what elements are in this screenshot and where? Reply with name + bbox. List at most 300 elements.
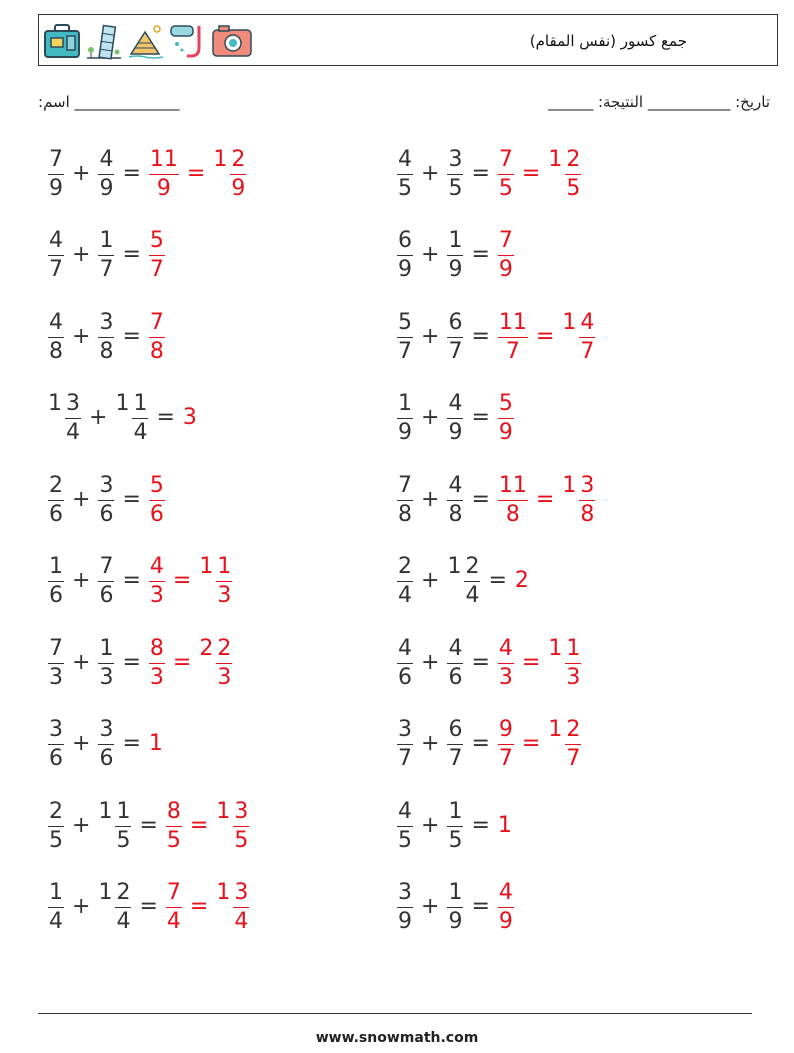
mixed-number <box>395 473 415 526</box>
denominator: 8 <box>580 501 595 527</box>
fraction <box>48 719 64 770</box>
whole-part: 1 <box>216 798 231 824</box>
whole-part: 1 <box>199 554 214 579</box>
mixed-number <box>445 636 465 689</box>
denominator: 9 <box>498 257 513 282</box>
denominator: 4 <box>166 909 181 934</box>
equals-sign: = <box>521 731 541 756</box>
numerator: 6 <box>397 230 413 256</box>
numerator: 8 <box>149 638 165 664</box>
fraction <box>397 146 413 201</box>
mixed-number <box>147 554 167 607</box>
equals-sign: = <box>122 731 141 756</box>
mixed-number <box>46 554 66 607</box>
denominator: 7 <box>398 746 412 771</box>
mixed-number <box>496 473 530 526</box>
fraction <box>115 798 131 853</box>
denominator: 5 <box>234 827 249 853</box>
numerator: 3 <box>233 882 249 908</box>
denominator: 8 <box>49 338 63 364</box>
whole-part: 2 <box>199 635 214 661</box>
numerator: 2 <box>115 882 131 908</box>
fraction <box>498 393 514 444</box>
plus-sign: + <box>72 731 91 756</box>
whole-part: 3 <box>182 405 197 430</box>
plus-sign: + <box>72 568 91 593</box>
denominator: 9 <box>398 420 412 445</box>
mixed-number <box>46 228 66 281</box>
denominator: 9 <box>448 257 463 282</box>
numerator: 7 <box>149 312 165 338</box>
denominator: 7 <box>398 338 412 364</box>
mixed-number <box>395 228 415 281</box>
equals-sign: = <box>122 649 141 675</box>
plus-sign: + <box>421 405 440 430</box>
fraction <box>115 882 131 933</box>
mixed-number <box>46 391 83 444</box>
equals-sign: = <box>156 405 175 430</box>
numerator: 4 <box>498 882 514 908</box>
fraction <box>48 309 64 364</box>
numerator: 1 <box>447 882 463 908</box>
fraction <box>216 556 232 607</box>
equals-sign: = <box>172 649 192 675</box>
mixed-number <box>147 473 167 526</box>
numerator: 7 <box>98 556 114 582</box>
date-score-field: ______ :تاريخ: ___________ النتيجة <box>548 93 770 111</box>
mixed-number <box>496 813 513 838</box>
plus-sign: + <box>72 242 91 267</box>
mixed-number <box>214 880 251 933</box>
numerator: 3 <box>65 393 81 419</box>
numerator: 6 <box>447 719 463 745</box>
plus-sign: + <box>421 486 440 512</box>
plus-sign: + <box>72 649 91 675</box>
denominator: 7 <box>448 338 463 364</box>
denominator: 6 <box>448 664 463 690</box>
plus-sign: + <box>421 731 440 756</box>
whole-part: 1 <box>548 635 563 661</box>
denominator: 9 <box>231 175 246 201</box>
numerator: 3 <box>447 149 463 175</box>
plus-sign: + <box>421 160 440 186</box>
fraction <box>166 798 182 853</box>
fraction <box>48 146 64 201</box>
mixed-number <box>445 310 465 363</box>
denominator: 7 <box>580 338 595 364</box>
denominator: 7 <box>448 746 463 771</box>
denominator: 4 <box>66 420 80 445</box>
fraction <box>397 309 413 364</box>
equals-sign: = <box>172 568 192 593</box>
problem-12 <box>395 551 530 611</box>
mixed-number <box>147 147 181 200</box>
denominator: 5 <box>498 175 513 201</box>
numerator: 1 <box>98 230 114 256</box>
problem-6 <box>395 306 597 366</box>
mixed-number <box>496 391 516 444</box>
denominator: 4 <box>49 909 63 934</box>
equals-sign: = <box>471 160 490 186</box>
mixed-number <box>395 147 415 200</box>
mixed-number <box>496 717 516 770</box>
denominator: 3 <box>217 583 232 608</box>
equals-sign: = <box>471 649 490 675</box>
numerator: 6 <box>447 312 463 338</box>
numerator: 11 <box>498 475 528 501</box>
whole-part: 1 <box>98 880 113 905</box>
mixed-number <box>445 228 465 281</box>
mixed-number <box>197 554 234 607</box>
numerator: 3 <box>48 719 64 745</box>
mixed-number <box>164 880 184 933</box>
suitcase-icon <box>43 22 81 60</box>
denominator: 3 <box>566 664 581 690</box>
whole-part: 1 <box>98 798 113 824</box>
fraction <box>447 798 463 853</box>
mixed-number <box>147 228 167 281</box>
fraction <box>166 882 182 933</box>
fraction <box>464 556 480 607</box>
problem-9 <box>46 469 167 529</box>
numerator: 3 <box>98 475 114 501</box>
mixed-number <box>113 391 150 444</box>
numerator: 4 <box>397 801 413 827</box>
numerator: 2 <box>216 638 232 664</box>
snorkel-icon <box>169 22 207 60</box>
denominator: 9 <box>498 420 513 445</box>
denominator: 9 <box>448 420 463 445</box>
fraction <box>233 882 249 933</box>
numerator: 2 <box>48 475 64 501</box>
mixed-number <box>395 717 415 770</box>
equals-sign: = <box>122 160 141 186</box>
numerator: 1 <box>132 393 148 419</box>
mixed-number <box>197 636 234 689</box>
numerator: 1 <box>397 393 413 419</box>
denominator: 8 <box>398 501 412 527</box>
numerator: 4 <box>149 556 165 582</box>
mixed-number <box>164 799 184 852</box>
numerator: 3 <box>579 475 595 501</box>
denominator: 6 <box>49 746 63 771</box>
numerator: 8 <box>166 801 182 827</box>
numerator: 1 <box>447 801 463 827</box>
mixed-number <box>445 473 465 526</box>
denominator: 6 <box>99 746 114 771</box>
plus-sign: + <box>72 812 91 838</box>
problem-11 <box>46 551 234 611</box>
numerator: 7 <box>166 882 182 908</box>
equals-sign: = <box>189 812 209 838</box>
mixed-number <box>46 473 66 526</box>
equals-sign: = <box>471 242 490 267</box>
problem-3 <box>46 225 167 285</box>
equals-sign: = <box>122 486 141 512</box>
plus-sign: + <box>421 894 440 919</box>
mixed-number <box>96 880 133 933</box>
mixed-number <box>395 880 415 933</box>
plus-sign: + <box>72 160 91 186</box>
denominator: 8 <box>149 338 164 364</box>
problem-15 <box>46 714 164 774</box>
whole-part: 1 <box>548 146 563 172</box>
mixed-number <box>46 880 66 933</box>
equals-sign: = <box>122 568 141 593</box>
fraction <box>48 472 64 527</box>
fraction <box>565 719 581 770</box>
denominator: 5 <box>49 827 63 853</box>
mixed-number <box>147 636 167 689</box>
denominator: 5 <box>398 827 412 853</box>
mixed-number <box>445 147 465 200</box>
whole-part: 1 <box>548 717 563 742</box>
mixed-number <box>445 799 465 852</box>
fraction <box>498 719 514 770</box>
fraction <box>48 230 64 281</box>
denominator: 8 <box>448 501 463 527</box>
denominator: 3 <box>49 664 63 690</box>
fraction <box>498 309 528 364</box>
fraction <box>98 719 114 770</box>
numerator: 11 <box>498 312 528 338</box>
plus-sign: + <box>421 242 440 267</box>
fraction <box>447 230 463 281</box>
plus-sign: + <box>421 568 440 593</box>
denominator: 7 <box>149 257 164 282</box>
fraction <box>132 393 148 444</box>
denominator: 9 <box>398 909 412 934</box>
numerator: 1 <box>98 638 114 664</box>
denominator: 9 <box>398 257 412 282</box>
numerator: 2 <box>464 556 480 582</box>
fraction <box>149 472 165 527</box>
numerator: 2 <box>565 149 581 175</box>
fraction <box>498 635 514 690</box>
plus-sign: + <box>72 486 91 512</box>
mixed-number <box>546 717 583 770</box>
mixed-number <box>445 717 465 770</box>
problem-19 <box>46 877 251 937</box>
mixed-number <box>395 310 415 363</box>
denominator: 6 <box>398 664 412 690</box>
fraction <box>48 635 64 690</box>
mixed-number <box>96 473 116 526</box>
numerator: 5 <box>149 230 165 256</box>
footer-divider <box>38 1013 752 1014</box>
fraction <box>397 556 413 607</box>
numerator: 3 <box>397 882 413 908</box>
denominator: 4 <box>234 909 249 934</box>
denominator: 7 <box>566 746 581 771</box>
numerator: 4 <box>447 475 463 501</box>
plus-sign: + <box>421 323 440 349</box>
plus-sign: + <box>72 894 91 919</box>
equals-sign: = <box>471 812 490 838</box>
leaning-tower-icon <box>85 22 123 60</box>
problem-4 <box>395 225 516 285</box>
fraction <box>65 393 81 444</box>
numerator: 4 <box>447 638 463 664</box>
fraction <box>397 393 413 444</box>
name-field: :اسم ______________ <box>38 93 180 111</box>
mixed-number <box>395 554 415 607</box>
fraction <box>498 146 514 201</box>
fraction <box>447 882 463 933</box>
plus-sign: + <box>89 405 108 430</box>
header-box <box>38 14 778 66</box>
fraction <box>98 635 114 690</box>
numerator: 4 <box>48 230 64 256</box>
numerator: 1 <box>115 801 131 827</box>
denominator: 3 <box>99 664 114 690</box>
fraction <box>447 635 463 690</box>
mixed-number <box>46 310 66 363</box>
whole-part: 2 <box>514 568 529 593</box>
fraction <box>98 230 114 281</box>
numerator: 4 <box>579 312 595 338</box>
fraction <box>149 146 179 201</box>
fraction <box>397 719 413 770</box>
denominator: 7 <box>505 338 520 364</box>
denominator: 5 <box>166 827 181 853</box>
plus-sign: + <box>72 323 91 349</box>
mixed-number <box>496 228 516 281</box>
numerator: 3 <box>233 801 249 827</box>
denominator: 6 <box>149 501 164 527</box>
mixed-number <box>46 636 66 689</box>
numerator: 7 <box>48 638 64 664</box>
denominator: 9 <box>99 175 114 201</box>
whole-part: 1 <box>213 146 228 172</box>
problem-7 <box>46 388 198 448</box>
mixed-number <box>96 554 116 607</box>
fraction <box>149 635 165 690</box>
equals-sign: = <box>471 731 490 756</box>
denominator: 6 <box>49 501 63 527</box>
fraction <box>98 472 114 527</box>
denominator: 9 <box>156 175 171 201</box>
mixed-number <box>96 310 116 363</box>
fraction <box>579 472 595 527</box>
numerator: 3 <box>397 719 413 745</box>
whole-part: 1 <box>148 731 163 756</box>
fraction <box>233 798 249 853</box>
mixed-number <box>96 717 116 770</box>
denominator: 8 <box>99 338 114 364</box>
numerator: 2 <box>48 801 64 827</box>
whole-part: 1 <box>48 391 62 416</box>
numerator: 7 <box>498 149 514 175</box>
numerator: 4 <box>397 638 413 664</box>
numerator: 1 <box>565 638 581 664</box>
mixed-number <box>445 880 465 933</box>
numerator: 2 <box>565 719 581 745</box>
numerator: 4 <box>447 393 463 419</box>
whole-part: 1 <box>562 472 577 498</box>
fraction <box>149 556 165 607</box>
equals-sign: = <box>521 649 541 675</box>
fraction <box>149 309 165 364</box>
denominator: 6 <box>49 583 63 608</box>
numerator: 2 <box>230 149 246 175</box>
problem-1 <box>46 143 248 203</box>
mixed-number <box>560 310 597 363</box>
equals-sign: = <box>521 160 541 186</box>
fraction <box>498 472 528 527</box>
denominator: 5 <box>398 175 412 201</box>
whole-part: 1 <box>447 554 462 579</box>
fraction <box>48 798 64 853</box>
numerator: 4 <box>498 638 514 664</box>
equals-sign: = <box>471 486 490 512</box>
fraction <box>397 635 413 690</box>
worksheet-title: جمع كسور (نفس المقام) <box>529 32 687 50</box>
numerator: 3 <box>98 312 114 338</box>
whole-part: 1 <box>562 309 577 335</box>
fraction <box>397 472 413 527</box>
problem-14 <box>395 632 583 692</box>
equals-sign: = <box>535 486 555 512</box>
fraction <box>48 556 64 607</box>
numerator: 5 <box>397 312 413 338</box>
numerator: 5 <box>498 393 514 419</box>
equals-sign: = <box>139 812 158 838</box>
numerator: 7 <box>397 475 413 501</box>
fraction <box>447 393 463 444</box>
fraction <box>579 309 595 364</box>
camera-icon <box>211 22 253 60</box>
numerator: 1 <box>447 230 463 256</box>
denominator: 4 <box>133 420 148 445</box>
whole-part: 1 <box>216 880 231 905</box>
numerator: 7 <box>498 230 514 256</box>
mixed-number <box>496 880 516 933</box>
numerator: 2 <box>397 556 413 582</box>
mixed-number <box>496 310 530 363</box>
fraction <box>48 882 64 933</box>
fraction <box>397 230 413 281</box>
numerator: 3 <box>98 719 114 745</box>
problem-20 <box>395 877 516 937</box>
denominator: 7 <box>49 257 63 282</box>
fraction <box>565 635 581 690</box>
plus-sign: + <box>421 812 440 838</box>
fraction <box>397 882 413 933</box>
denominator: 8 <box>505 501 520 527</box>
mixed-number <box>211 147 248 200</box>
problem-17 <box>46 795 251 855</box>
problem-16 <box>395 714 583 774</box>
numerator: 4 <box>98 149 114 175</box>
problem-2 <box>395 143 583 203</box>
mixed-number <box>513 568 530 593</box>
mixed-number <box>46 717 66 770</box>
denominator: 3 <box>498 664 513 690</box>
pyramid-icon <box>127 22 165 60</box>
fraction <box>397 798 413 853</box>
equals-sign: = <box>122 323 141 349</box>
fraction <box>498 230 514 281</box>
mixed-number <box>96 147 116 200</box>
equals-sign: = <box>471 894 490 919</box>
denominator: 4 <box>465 583 480 608</box>
whole-part: 1 <box>497 812 512 838</box>
fraction <box>149 230 165 281</box>
numerator: 4 <box>48 312 64 338</box>
mixed-number <box>214 799 251 852</box>
mixed-number <box>46 147 66 200</box>
